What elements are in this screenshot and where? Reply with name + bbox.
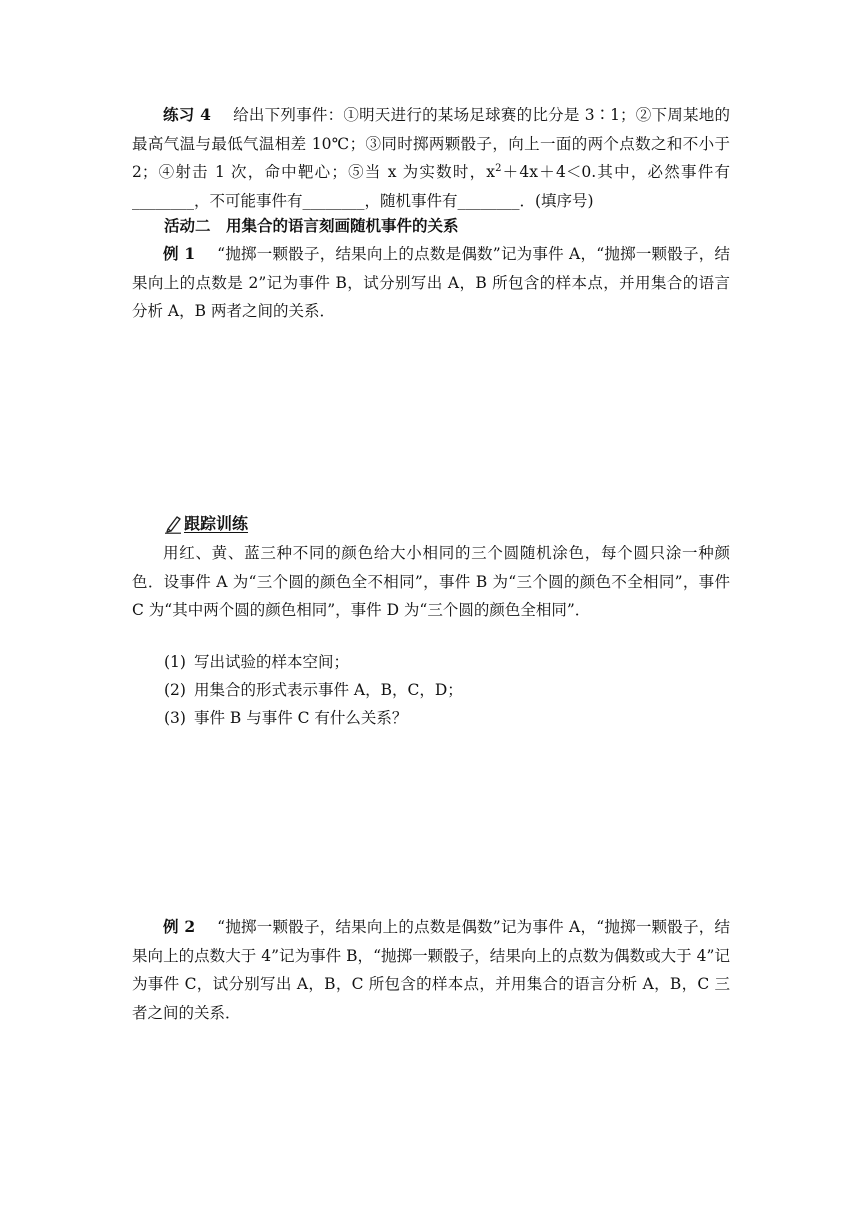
practice-4-label: 练习 4 bbox=[163, 105, 211, 124]
question-item-2 bbox=[164, 676, 463, 704]
question-number: (1) bbox=[164, 653, 186, 671]
tracking-training-title: 跟踪训练 bbox=[184, 514, 249, 533]
question-text: 写出试验的样本空间； bbox=[193, 653, 349, 671]
tracking-training-paragraph: 用红、黄、蓝三种不同的颜色给大小相同的三个圆随机涂色，每个圆只涂一种颜色．设事件 A 为“三个圆的颜色全不相同”，事件 B 为“三个圆的颜色不全相同”，事件 C 为“其中两个圆的颜色相同”，事件 D 为“三个圆的颜色全相同”． bbox=[132, 544, 730, 619]
question-text: 用集合的形式表示事件 A，B，C，D； bbox=[193, 681, 463, 699]
activity-2-heading: 活动二 用集合的语言刻画随机事件的关系 bbox=[164, 217, 459, 235]
superscript: 2 bbox=[495, 163, 502, 174]
practice-4-text-after: ＋4x＋4＜0.其中，必然事件有________，不可能事件有________，随机事件有________．(填序号) bbox=[132, 163, 730, 210]
practice-4-text: 给出下列事件：①明天进行的某场足球赛的比分是 3∶1；②下周某地的最高气温与最低气温相差 10℃；③同时掷两颗骰子，向上一面的两个点数之和不小于 2；④射击 1 次，命中靶心；⑤当 x 为实数时，x bbox=[132, 106, 731, 181]
example-1-label: 例 1 bbox=[163, 244, 196, 263]
example-2-paragraph bbox=[132, 913, 730, 1027]
pencil-icon bbox=[164, 514, 182, 534]
practice-4-paragraph bbox=[132, 101, 730, 215]
question-item-3 bbox=[164, 704, 407, 732]
example-2-text: “抛掷一颗骰子，结果向上的点数是偶数”记为事件 A，“抛掷一颗骰子，结果向上的点数大于 4”记为事件 B，“抛掷一颗骰子，结果向上的点数为偶数或大于 4”记为事件 C，试分别写出 A，B，C 所包含的样本点，并用集合的语言分析 A，B，C 三者之间的关系． bbox=[132, 918, 730, 1022]
question-number: (2) bbox=[164, 681, 186, 699]
tracking-training-heading bbox=[164, 510, 248, 538]
example-2-label: 例 2 bbox=[163, 917, 196, 936]
question-number: (3) bbox=[164, 709, 186, 727]
question-item-1 bbox=[164, 648, 349, 676]
example-1-paragraph bbox=[132, 240, 730, 326]
question-text: 事件 B 与事件 C 有什么关系？ bbox=[193, 709, 408, 727]
example-1-text: “抛掷一颗骰子，结果向上的点数是偶数”记为事件 A，“抛掷一颗骰子，结果向上的点数是 2”记为事件 B，试分别写出 A，B 所包含的样本点，并用集合的语言分析 A，B 两者之间的关系． bbox=[132, 245, 730, 320]
